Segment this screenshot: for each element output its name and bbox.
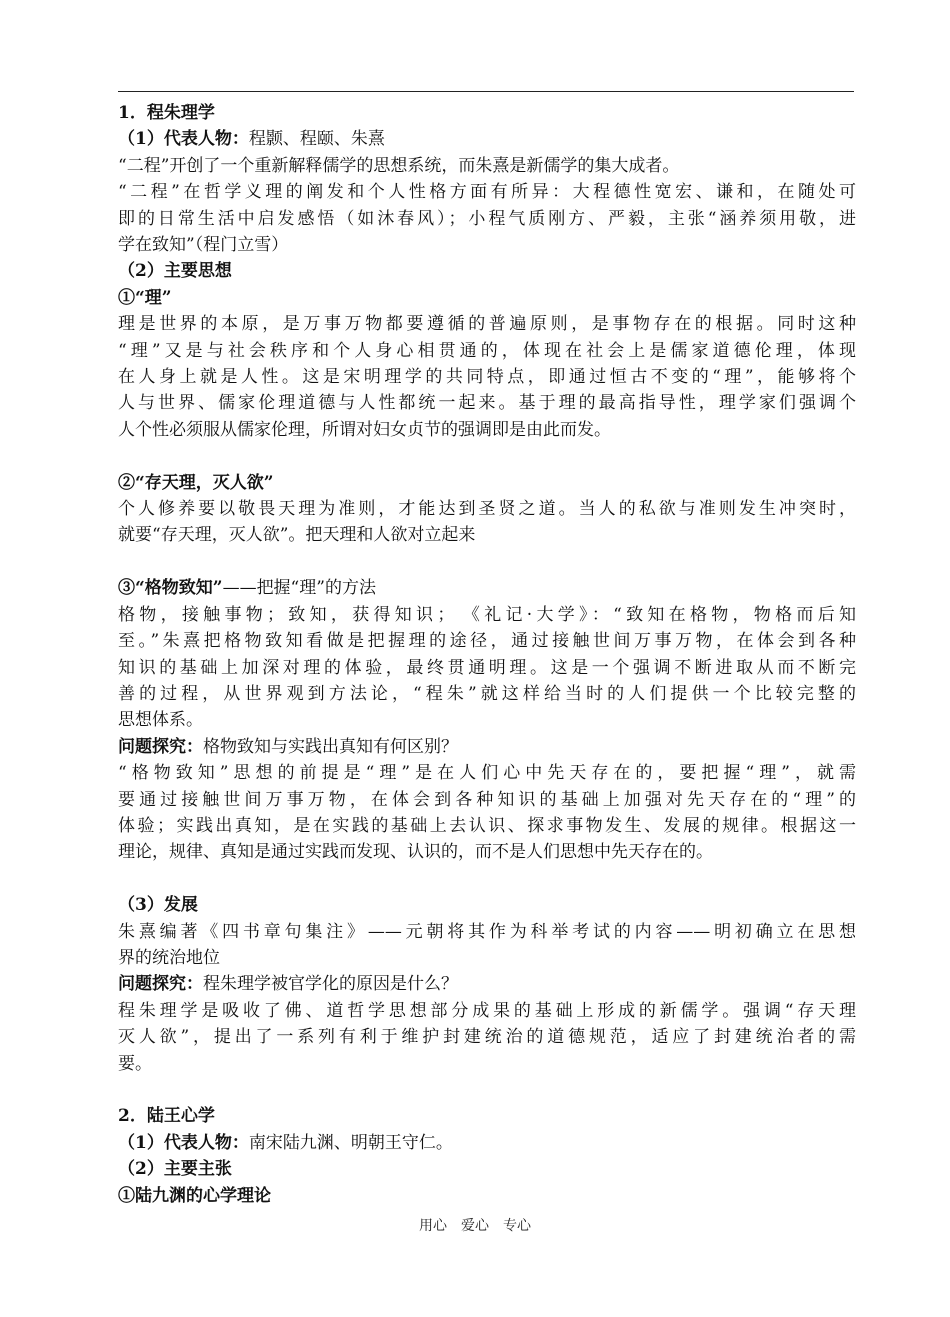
paragraph-line: “二程”在哲学义理的阐发和个人性格方面有所异：大程德性宽宏、谦和，在随处可: [118, 182, 856, 203]
topic-heading-rest: ——把握“理”的方法: [222, 578, 376, 599]
topic-heading: ①陆九渊的心学理论: [118, 1185, 271, 1206]
paragraph-line: “格物致知”思想的前提是“理”是在人们心中先天存在的，要把握“理”，就需: [118, 763, 856, 784]
figures-value: 程颢、程颐、朱熹: [248, 129, 385, 150]
paragraph-line: 理论，规律、真知是通过实践而发现、认识的，而不是人们思想中先天存在的。: [118, 842, 713, 863]
paragraph-line: 格物，接触事物；致知，获得知识； 《礼记·大学》：“致知在格物，物格而后知: [118, 604, 856, 625]
paragraph-line: 朱熹编著《四书章句集注》——元朝将其作为科举考试的内容——明初确立在思想: [118, 921, 856, 942]
subsection-heading: （2）主要思想: [118, 261, 232, 282]
question-line: [118, 734, 856, 760]
question-line: [118, 971, 856, 997]
topic-heading: ①“理”: [118, 287, 172, 308]
paragraph-line: 体验；实践出真知，是在实践的基础上去认识、探求事物发生、发展的规律。根据这一: [118, 815, 856, 836]
paragraph-line: 人个性必须服从儒家伦理，所谓对妇女贞节的强调即是由此而发。: [118, 419, 611, 440]
figures-label: （1）代表人物：: [118, 1132, 249, 1153]
paragraph-line: 学在致知”（程门立雪）: [118, 235, 289, 256]
representative-figures: [118, 126, 856, 152]
topic-heading: ②“存天理，灭人欲”: [118, 472, 274, 493]
document-body: [118, 100, 856, 1209]
paragraph-line: 至。”朱熹把格物致知看做是把握理的途径，通过接触世间万事万物，在体会到各种: [118, 631, 856, 652]
blank-line: [118, 443, 856, 469]
question-text: 格物致知与实践出真知有何区别？: [203, 736, 458, 757]
blank-line: [118, 866, 856, 892]
blank-line: [118, 1077, 856, 1103]
subsection-heading: （3）发展: [118, 895, 198, 916]
paragraph-line: 善的过程，从世界观到方法论，“程朱”就这样给当时的人们提供一个比较完整的: [118, 683, 856, 704]
figures-label: （1）代表人物：: [118, 129, 249, 150]
paragraph-line: 要通过接触世间万事万物，在体会到各种知识的基础上加强对先天存在的“理”的: [118, 789, 856, 810]
paragraph-line: 要。: [118, 1053, 152, 1074]
topic-heading: [118, 575, 856, 601]
section-heading: 2．陆王心学: [118, 1106, 215, 1127]
representative-figures: [118, 1130, 856, 1156]
paragraph-line: 人与世界、儒家伦理道德与人性都统一起来。基于理的最高指导性，理学家们强调个: [118, 393, 856, 414]
page-footer: 用心 爱心 专心: [419, 1218, 531, 1234]
paragraph-line: 个人修养要以敬畏天理为准则，才能达到圣贤之道。当人的私欲与准则发生冲突时，: [118, 499, 856, 520]
figures-value: 南宋陆九渊、明朝王守仁。: [248, 1132, 453, 1153]
subsection-heading: （2）主要主张: [118, 1159, 232, 1180]
paragraph-line: 灭人欲”，提出了一系列有利于维护封建统治的道德规范，适应了封建统治者的需: [118, 1027, 856, 1048]
blank-line: [118, 549, 856, 575]
paragraph-line: 理是世界的本原，是万事万物都要遵循的普遍原则，是事物存在的根据。同时这种: [118, 314, 856, 335]
paragraph-line: 程朱理学是吸收了佛、道哲学思想部分成果的基础上形成的新儒学。强调“存天理: [118, 1000, 856, 1021]
paragraph-line: “二程”开创了一个重新解释儒学的思想系统，而朱熹是新儒学的集大成者。: [118, 155, 680, 176]
paragraph-line: “理”又是与社会秩序和个人身心相贯通的，体现在社会上是儒家道德伦理，体现: [118, 340, 856, 361]
question-label: 问题探究：: [118, 974, 203, 995]
section-heading: 1．程朱理学: [118, 103, 215, 123]
paragraph-line: 在人身上就是人性。这是宋明理学的共同特点，即通过恒古不变的“理”，能够将个: [118, 367, 856, 388]
paragraph-line: 知识的基础上加深对理的体验，最终贯通明理。这是一个强调不断进取从而不断完: [118, 657, 856, 678]
paragraph-line: 思想体系。: [118, 710, 203, 731]
topic-heading-bold: ③“格物致知”: [118, 578, 223, 599]
question-text: 程朱理学被官学化的原因是什么？: [203, 974, 458, 995]
header-rule: [118, 91, 854, 92]
paragraph-line: 就要“存天理，灭人欲”。把天理和人欲对立起来: [118, 525, 476, 546]
paragraph-line: 界的统治地位: [118, 947, 220, 968]
paragraph-line: 即的日常生活中启发感悟（如沐春风）；小程气质刚方、严毅，主张“涵养须用敬，进: [118, 208, 856, 229]
question-label: 问题探究：: [118, 736, 203, 757]
